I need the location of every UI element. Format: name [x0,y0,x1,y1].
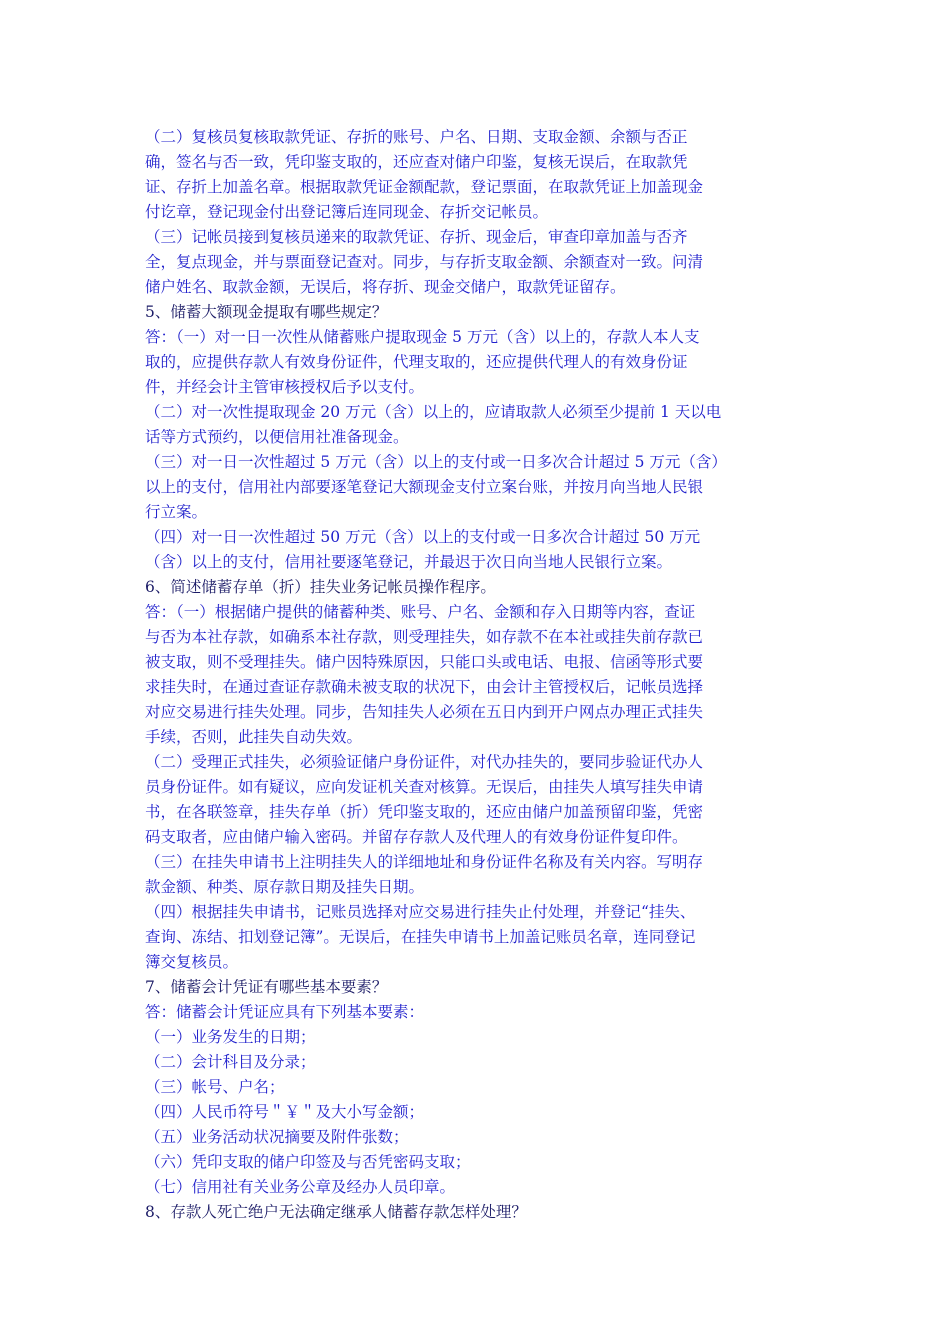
text-line: 被支取，则不受理挂失。储户因特殊原因，只能口头或电话、电报、信函等形式要 [145,653,704,671]
question-heading-line: 6、简述储蓄存单（折）挂失业务记帐员操作程序。 [145,578,496,596]
text-line: （四）人民币符号＂￥＂及大小写金额； [145,1103,425,1121]
text-line: （四）对一日一次性超过 50 万元（含）以上的支付或一日多次合计超过 50 万元 [145,528,701,546]
text-line: （二）受理正式挂失，必须验证储户身份证件，对代办挂失的，要同步验证代办人 [145,753,704,771]
text-line: （二）会计科目及分录； [145,1053,316,1071]
text-line: （一）业务发生的日期； [145,1028,316,1046]
text-line: （四）根据挂失申请书，记账员选择对应交易进行挂失止付处理，并登记“挂失、 [145,903,696,921]
text-line: （二）复核员复核取款凭证、存折的账号、户名、日期、支取金额、余额与否正 [145,128,688,146]
text-line: （六）凭印支取的储户印签及与否凭密码支取； [145,1153,471,1171]
text-line: 取的，应提供存款人有效身份证件，代理支取的，还应提供代理人的有效身份证 [145,353,688,371]
question-heading-line: 8、存款人死亡绝户无法确定继承人储蓄存款怎样处理？ [145,1203,527,1221]
document-body [145,125,765,1225]
text-line: 确，签名与否一致，凭印鉴支取的，还应查对储户印鉴，复核无误后，在取款凭 [145,153,688,171]
question-heading-line: 7、储蓄会计凭证有哪些基本要素？ [145,978,388,996]
text-line: 话等方式预约，以便信用社准备现金。 [145,428,409,446]
text-line: 书，在各联签章，挂失存单（折）凭印鉴支取的，还应由储户加盖预留印鉴，凭密 [145,803,704,821]
text-line: 行立案。 [145,503,208,521]
text-line: 付讫章，登记现金付出登记簿后连同现金、存折交记帐员。 [145,203,549,221]
text-line: 以上的支付，信用社内部要逐笔登记大额现金支付立案台账，并按月向当地人民银 [145,478,704,496]
text-line: 件，并经会计主管审核授权后予以支付。 [145,378,425,396]
text-line: 员身份证件。如有疑议，应向发证机关查对核算。无误后，由挂失人填写挂失申请 [145,778,704,796]
text-line: 簿交复核员。 [145,953,239,971]
text-line: 求挂失时，在通过查证存款确未被支取的状况下，由会计主管授权后，记帐员选择 [145,678,704,696]
text-line: （三）帐号、户名； [145,1078,285,1096]
text-line: 答：（一）根据储户提供的储蓄种类、账号、户名、金额和存入日期等内容，查证 [145,603,696,621]
text-line: （三）记帐员接到复核员递来的取款凭证、存折、现金后，审查印章加盖与否齐 [145,228,688,246]
text-line: （含）以上的支付，信用社要逐笔登记，并最迟于次日向当地人民银行立案。 [145,553,673,571]
text-line: （五）业务活动状况摘要及附件张数； [145,1128,409,1146]
text-line: 全，复点现金，并与票面登记查对。同步，与存折支取金额、余额查对一致。问清 [145,253,704,271]
text-line: （三）在挂失申请书上注明挂失人的详细地址和身份证件名称及有关内容。写明存 [145,853,704,871]
text-line: 答：储蓄会计凭证应具有下列基本要素： [145,1003,425,1021]
text-line: 储户姓名、取款金额，无误后，将存折、现金交储户，取款凭证留存。 [145,278,626,296]
text-line: 码支取者，应由储户输入密码。并留存存款人及代理人的有效身份证件复印件。 [145,828,688,846]
text-line: 答：（一）对一日一次性从储蓄账户提取现金 5 万元（含）以上的，存款人本人支 [145,328,700,346]
text-line: 与否为本社存款，如确系本社存款，则受理挂失，如存款不在本社或挂失前存款已 [145,628,704,646]
text-line: 款金额、种类、原存款日期及挂失日期。 [145,878,425,896]
question-heading-line: 5、储蓄大额现金提取有哪些规定？ [145,303,388,321]
text-line: 对应交易进行挂失处理。同步，告知挂失人必须在五日内到开户网点办理正式挂失 [145,703,704,721]
text-line: 查询、冻结、扣划登记簿”。无误后，在挂失申请书上加盖记账员名章，连同登记 [145,928,696,946]
text-line: （三）对一日一次性超过 5 万元（含）以上的支付或一日多次合计超过 5 万元（含） [145,453,727,471]
text-line: 手续，否则，此挂失自动失效。 [145,728,363,746]
text-line: （二）对一次性提取现金 20 万元（含）以上的，应请取款人必须至少提前 1 天以电 [145,403,722,421]
text-line: 证、存折上加盖名章。根据取款凭证金额配款，登记票面，在取款凭证上加盖现金 [145,178,704,196]
text-line: （七）信用社有关业务公章及经办人员印章。 [145,1178,456,1196]
